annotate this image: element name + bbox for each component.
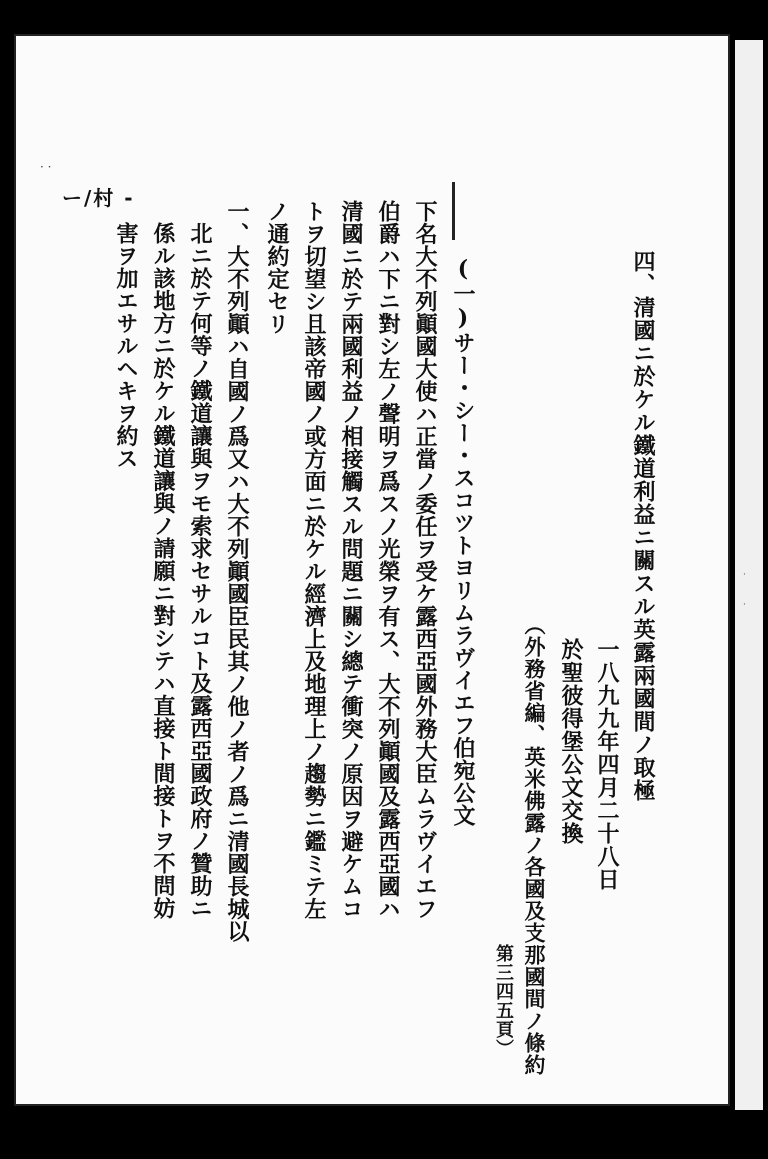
body-line: 北ニ於テ何等ノ鐵道讓與ヲモ索求セサルコト及露西亞國政府ノ贊助ニ (187, 222, 213, 920)
edge-mark: · (743, 600, 746, 610)
source-citation: （外務省編、英米佛露ノ各國及支那國間ノ條約 (522, 614, 547, 1076)
exchange-place: 於聖彼得堡公文交換 (558, 638, 584, 845)
body-line: 一、大不列顚ハ自國ノ爲又ハ大不列顚國臣民其ノ他ノ者ノ爲ニ清國長城以 (224, 200, 250, 943)
body-line: 清國ニ於テ兩國利益ノ相接觸スル問題ニ關シ總テ衝突ノ原因ヲ避ケムコ (338, 200, 364, 920)
margin-marks: · · (40, 160, 52, 174)
body-line: トヲ切望シ且該帝國ノ或方面ニ於ケル經濟上及地理上ノ趨勢ニ鑑ミテ左 (301, 200, 327, 920)
letter-title: (一)サー・シー・スコツトヨリムラヴイエフ伯宛公文 (450, 256, 476, 827)
margin-tick-mark (452, 182, 455, 240)
body-line: 伯爵ハ下ニ對シ左ノ聲明ヲ爲スノ光榮ヲ有ス、大不列顚國及露西亞國ハ (375, 200, 401, 920)
body-line: 害ヲ加エサルヘキヲ約ス (113, 222, 139, 470)
handwritten-margin-note: ー/村 - (62, 186, 135, 210)
exchange-date: 一八九九年四月二十八日 (594, 638, 620, 891)
source-page: 第三四五頁） (493, 944, 514, 1058)
body-line: 下名大不列顚國大使ハ正當ノ委任ヲ受ケ露西亞國外務大臣ムラヴイエフ (412, 200, 438, 920)
document-page (14, 34, 730, 1106)
adjacent-page-edge (733, 40, 763, 1110)
body-line: 係ル該地方ニ於ケル鐵道讓與ノ請願ニ對シテハ直接ト間接トヲ不問妨 (150, 222, 176, 920)
section-heading: 四、清國ニ於ケル鐵道利益ニ關スル英露兩國間ノ取極 (630, 250, 656, 802)
body-line: ノ通約定セリ (264, 200, 290, 335)
edge-mark: · (743, 570, 746, 580)
